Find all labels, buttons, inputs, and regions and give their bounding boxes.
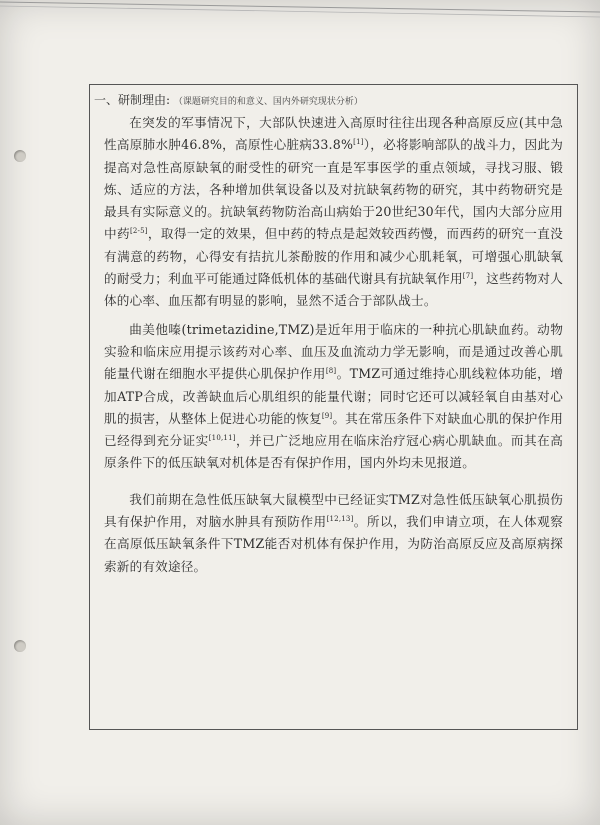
paragraph-background [104,112,563,313]
paragraph-text: 我们前期在急性低压缺氧大鼠模型中已经证实TMZ对急性低压缺氧心肌损伤具有保护作用，对脑水肿具有预防作用 [104,491,563,530]
paragraph-text: 。所以，我们申请立项，在人体观察在高原低压缺氧条件下TMZ能否对机体有保护作用，为防治高原反应及高原病探索新的有效途径。 [104,514,563,574]
paragraph-trimetazidine [104,319,563,475]
punch-hole-bottom [14,640,26,652]
citation-ref: [2-5] [129,227,148,236]
citation-ref: [7] [462,271,474,280]
paragraph-proposal [104,489,563,578]
punch-hole-top [14,150,26,162]
section-heading-subtitle: （课题研究目的和意义、国内外研究现状分析） [173,97,363,107]
citation-ref: [1] [353,138,364,147]
paragraph-text: 曲美他嗪(trimetazidine,TMZ)是近年用于临床的一种抗心肌缺血药。动物实验和临床应用提示该药对心率、血压及血流动力学无影响，而是通过改善心肌能量代谢在细胞水平提供心肌保护作用 [104,321,563,382]
paragraph-text: ），必将影响部队的战斗力，因此为提高对急性高原缺氧的耐受性的研究一直是军事医学的重点领域，寻找习服、锻炼、适应的方法，各种增加供氧设备以及对抗缺氧药物的研究，其中药物研究是最具有实际意义的。抗缺氧药物防治高山病始于20世纪30年代，国内大部分应用中药 [104,137,563,242]
section-heading [94,90,563,112]
citation-ref: [12,13] [326,514,354,523]
section-heading-title: 一、研制理由: [94,93,171,107]
paragraph-text: 。TMZ可通过维持心肌线粒体功能，增加ATP合成，改善缺血后心肌组织的能量代谢；同时它还可以减轻氧自由基对心肌的损害，从整体上促进心功能的恢复 [104,366,563,426]
paragraph-text: ，并已广泛地应用在临床治疗冠心病心肌缺血。而其在高原条件下的低压缺氧对机体是否有保护作用，国内外均未见报道。 [104,433,563,471]
form-content-box [89,84,578,730]
citation-ref: [9] [321,411,333,420]
citation-ref: [8] [325,367,337,376]
paragraph-text: 在突发的军事情况下，大部队快速进入高原时往往出现各种高原反应(其中急性高原肺水肿46.8%，高原性心脏病33.8% [104,115,563,153]
paragraph-text: ，取得一定的效果，但中药的特点是起效较西药慢，而西药的研究一直没有满意的药物，心得安有拮抗儿茶酚胺的作用和减少心肌耗氧，可增强心肌缺氧的耐受力；利血平可能通过降低机体的基础代谢具有抗缺氧作用 [104,226,564,287]
body-text [104,112,563,578]
page-top-edge [0,0,600,30]
paragraph-text: ，这些药物对人体的心率、血压都有明显的影响，显然不适合于部队战士。 [104,271,563,309]
citation-ref: [10,11] [208,433,236,442]
paragraph-text: 。其在常压条件下对缺血心肌的保护作用已经得到充分证实 [104,410,563,449]
